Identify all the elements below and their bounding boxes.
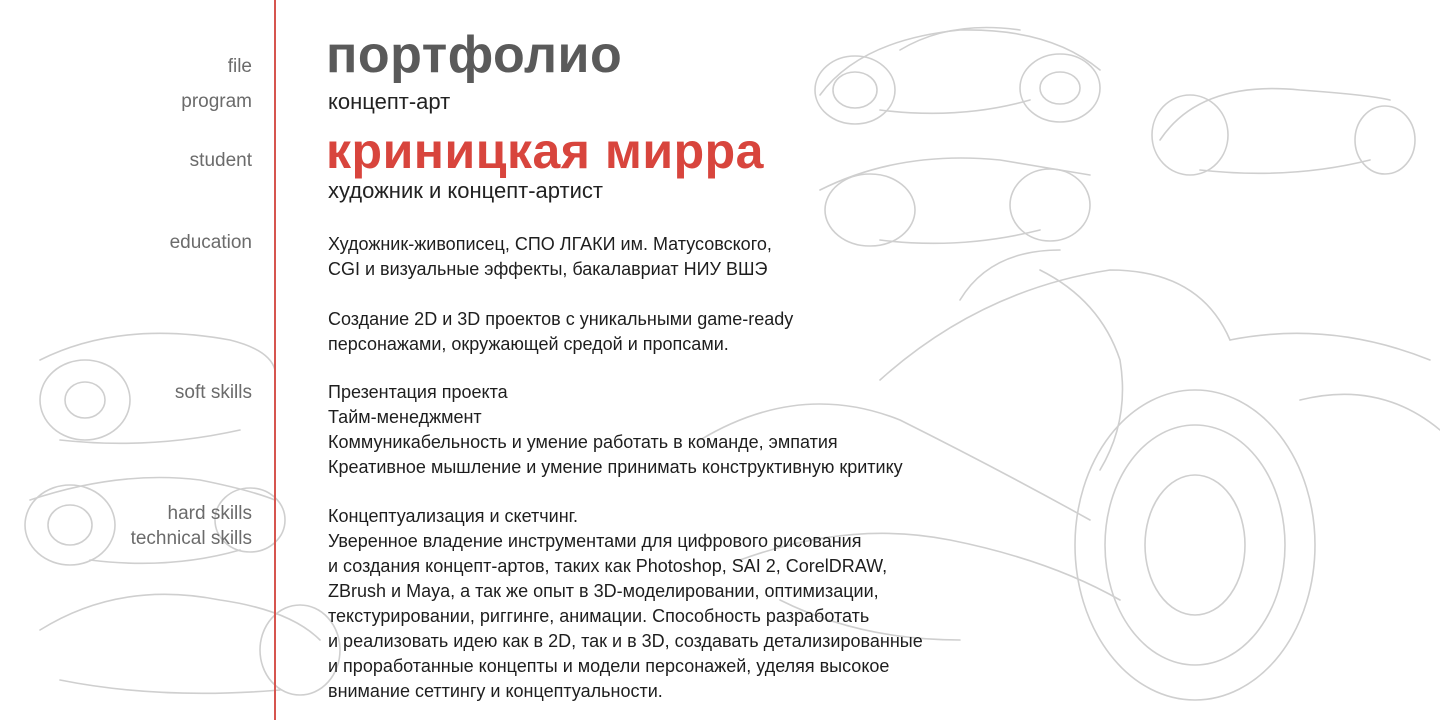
- student-name: криницкая мирра: [326, 123, 764, 179]
- hard-skill-line: ZBrush и Maya, а так же опыт в 3D-моделировании, оптимизации,: [328, 581, 879, 601]
- motorcycle-sketch-icon: [815, 28, 1100, 125]
- vertical-divider: [274, 0, 276, 720]
- label-technical-skills: technical skills: [130, 528, 252, 549]
- label-file: file: [227, 56, 252, 77]
- education-line: CGI и визуальные эффекты, бакалавриат НИУ ВШЭ: [328, 259, 768, 279]
- motorcycle-sketch-icon: [40, 594, 340, 695]
- hard-skills-section: [328, 504, 923, 704]
- label-education: education: [169, 232, 252, 253]
- label-student: student: [189, 150, 252, 171]
- hard-skill-line: Уверенное владение инструментами для цифрового рисования: [328, 531, 862, 551]
- motorcycle-sketch-icon: [1152, 89, 1415, 175]
- soft-skill-item: Креативное мышление и умение принимать конструктивную критику: [328, 457, 903, 477]
- page-title: портфолио: [326, 26, 623, 84]
- hard-skill-line: Концептуализация и скетчинг.: [328, 506, 579, 526]
- soft-skills-section: [328, 380, 903, 480]
- hard-skill-line: и реализовать идею как в 2D, так и в 3D, создавать детализированные: [328, 631, 923, 651]
- hard-skill-line: и проработанные концепты и модели персонажей, уделяя высокое: [328, 656, 890, 676]
- label-program: program: [181, 91, 252, 112]
- label-soft-skills: soft skills: [174, 382, 252, 403]
- education-line: Художник-живописец, СПО ЛГАКИ им. Матусовского,: [328, 234, 772, 254]
- hard-skill-line: текстурировании, риггинге, анимации. Способность разработать: [328, 606, 870, 626]
- education-section: [328, 232, 772, 282]
- about-line: Создание 2D и 3D проектов с уникальными game-ready: [328, 309, 794, 329]
- soft-skill-item: Коммуникабельность и умение работать в команде, эмпатия: [328, 432, 838, 452]
- student-role: художник и концепт-артист: [328, 178, 603, 203]
- label-hard-skills: hard skills: [167, 503, 252, 524]
- hard-skill-line: и создания концепт-артов, таких как Photoshop, SAI 2, CorelDRAW,: [328, 556, 888, 576]
- program-name: концепт-арт: [328, 89, 451, 114]
- soft-skill-item: Тайм-менеджмент: [328, 407, 482, 427]
- about-section: [328, 307, 793, 357]
- soft-skill-item: Презентация проекта: [328, 382, 508, 402]
- hard-skill-line: внимание сеттингу и концептуальности.: [328, 681, 663, 701]
- about-line: персонажами, окружающей средой и пропсами.: [328, 334, 729, 354]
- motorcycle-sketch-icon: [820, 158, 1090, 246]
